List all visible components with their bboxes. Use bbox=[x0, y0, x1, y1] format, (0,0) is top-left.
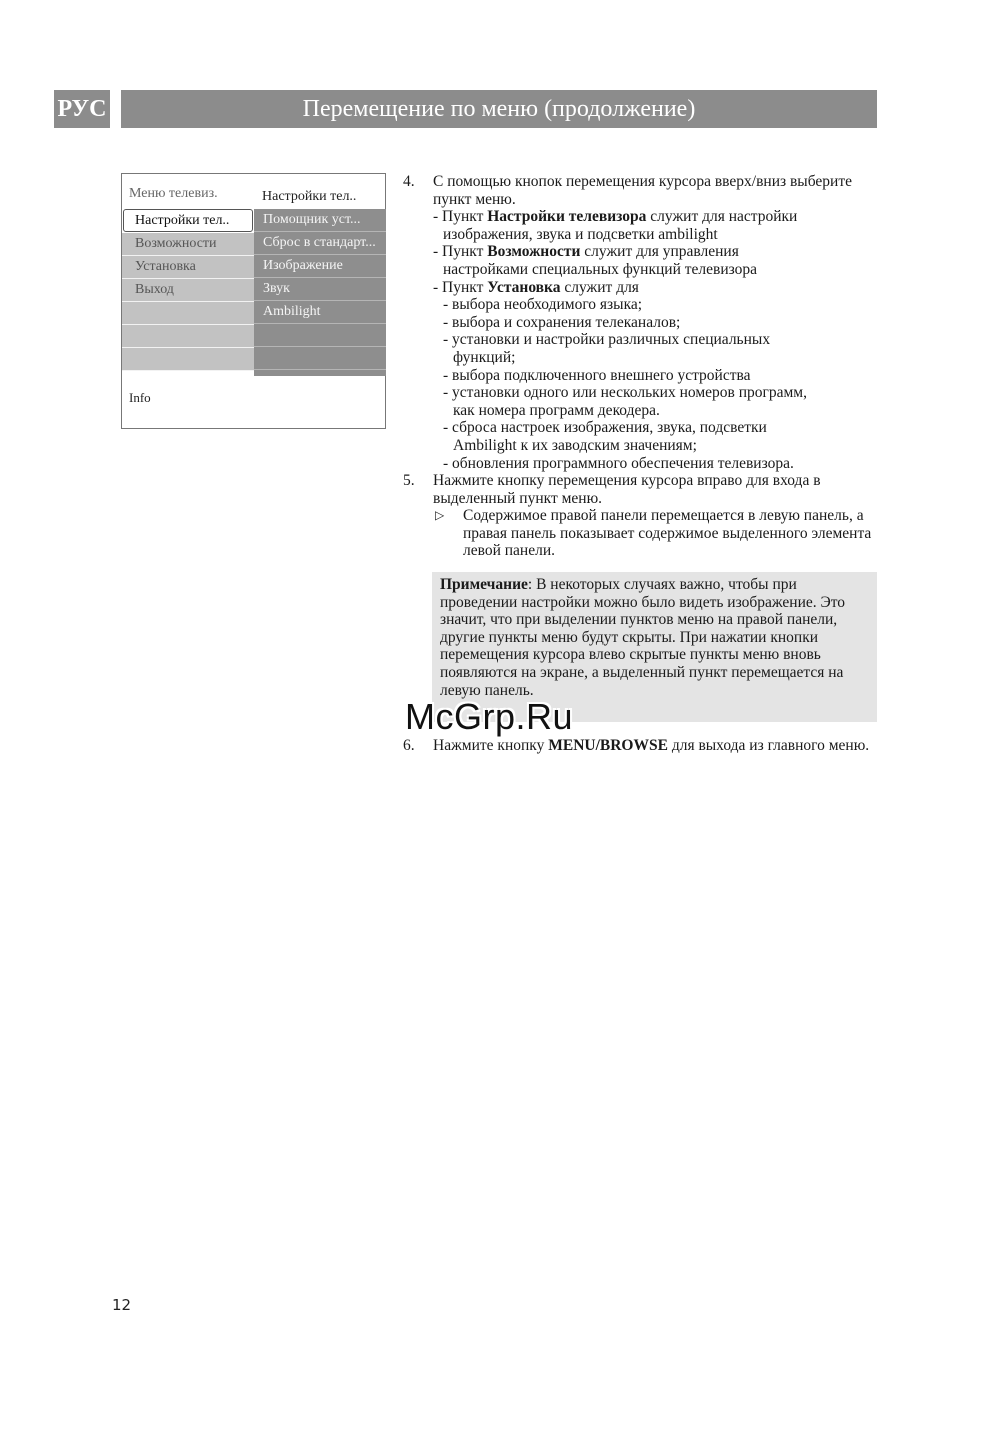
tv-menu-left-item: Настройки тел.. bbox=[123, 209, 253, 232]
tv-menu-right-item: Изображение bbox=[254, 255, 386, 278]
step-4-item-features: - Пункт Возможности служит для управления bbox=[433, 243, 739, 261]
tv-menu-right-item: Звук bbox=[254, 278, 386, 301]
list-item-cont: функций; bbox=[453, 348, 516, 366]
tv-menu-info: Info bbox=[129, 390, 151, 405]
list-item: - выбора подключенного внешнего устройства bbox=[443, 366, 751, 384]
tv-menu-left-item: Установка bbox=[122, 256, 254, 279]
language-tab: РУС bbox=[54, 90, 110, 128]
step-4-item-install: - Пункт Установка служит для bbox=[433, 278, 639, 296]
list-item: - выбора и сохранения телеканалов; bbox=[443, 313, 681, 331]
step-4-item-tv-cont: изображения, звука и подсветки ambilight bbox=[443, 225, 718, 243]
step-body: Нажмите кнопку MENU/BROWSE для выхода из главного меню. bbox=[433, 737, 870, 754]
step-6 bbox=[403, 737, 883, 755]
list-item-cont: Ambilight к их заводским значениям; bbox=[453, 436, 697, 454]
list-item: - установки одного или нескольких номеров программ, bbox=[443, 384, 807, 402]
step-5 bbox=[403, 472, 883, 560]
step-4-intro: С помощью кнопок перемещения курсора вверх/вниз выберите пункт меню. bbox=[433, 173, 852, 208]
tv-menu-right-item: Ambilight bbox=[254, 301, 386, 324]
tv-menu-left-item: Возможности bbox=[122, 233, 254, 256]
step-4-item-features-cont: настройками специальных функций телевизора bbox=[443, 260, 758, 278]
step-number: 4. bbox=[403, 173, 415, 190]
tv-menu-right-item bbox=[254, 324, 386, 347]
note-text: : В некоторых случаях важно, чтобы при проведении настройки можно было видеть изображение. Это значит, что при выделении пунктов меню на правой панели, другие пункты меню будут скрыты. При нажатии кнопки перемещения курсора влево скрытые пункты меню вновь появляются на экране, а выделенный пункт перемещается на левую панель. bbox=[440, 576, 846, 699]
page-title: Перемещение по меню (продолжение) bbox=[121, 90, 877, 128]
instructions bbox=[403, 173, 883, 560]
tv-menu-right-item: Помощник уст... bbox=[254, 209, 386, 232]
list-item: - установки и настройки различных специальных bbox=[443, 331, 771, 349]
tv-menu-left-item bbox=[122, 325, 254, 348]
note-label: Примечание bbox=[440, 576, 528, 593]
tv-menu-left-panel bbox=[122, 209, 254, 371]
tv-menu-left-item: Выход bbox=[122, 279, 254, 302]
step-number: 5. bbox=[403, 472, 415, 490]
tv-menu-right-item bbox=[254, 347, 386, 370]
step-5-result bbox=[433, 507, 883, 560]
menu-browse-key: MENU/BROWSE bbox=[548, 737, 668, 754]
step-5-result-text: Содержимое правой панели перемещается в левую панель, а правая панель показывает содержимое выделенного элемента левой панели. bbox=[463, 507, 872, 560]
tv-menu-left-item bbox=[122, 348, 254, 371]
step-4-item-tv: - Пункт Настройки телевизора служит для настройки bbox=[433, 208, 798, 226]
list-item: - выбора необходимого языка; bbox=[443, 296, 643, 314]
tv-menu-right-panel bbox=[254, 209, 386, 376]
tv-menu-right-title: Настройки тел.. bbox=[262, 189, 357, 204]
tv-menu-left-item bbox=[122, 302, 254, 325]
tv-menu-left-title: Меню телевиз. bbox=[129, 186, 218, 201]
step-body bbox=[433, 472, 883, 560]
step-5-text: Нажмите кнопку перемещения курсора вправо для входа в выделенный пункт меню. bbox=[433, 472, 821, 507]
page-number: 12 bbox=[112, 1296, 132, 1314]
triangle-arrow-icon: ▷ bbox=[435, 508, 445, 523]
watermark: McGrp.Ru bbox=[405, 696, 574, 737]
step-4 bbox=[403, 173, 883, 472]
list-item: - сброса настроек изображения, звука, подсветки bbox=[443, 419, 767, 437]
list-item: - обновления программного обеспечения телевизора. bbox=[443, 454, 794, 472]
list-item-cont: как номера программ декодера. bbox=[453, 401, 660, 419]
step-number: 6. bbox=[403, 737, 415, 754]
step-body bbox=[433, 173, 883, 472]
tv-menu-illustration bbox=[121, 173, 386, 429]
tv-menu-right-item: Сброс в стандарт... bbox=[254, 232, 386, 255]
